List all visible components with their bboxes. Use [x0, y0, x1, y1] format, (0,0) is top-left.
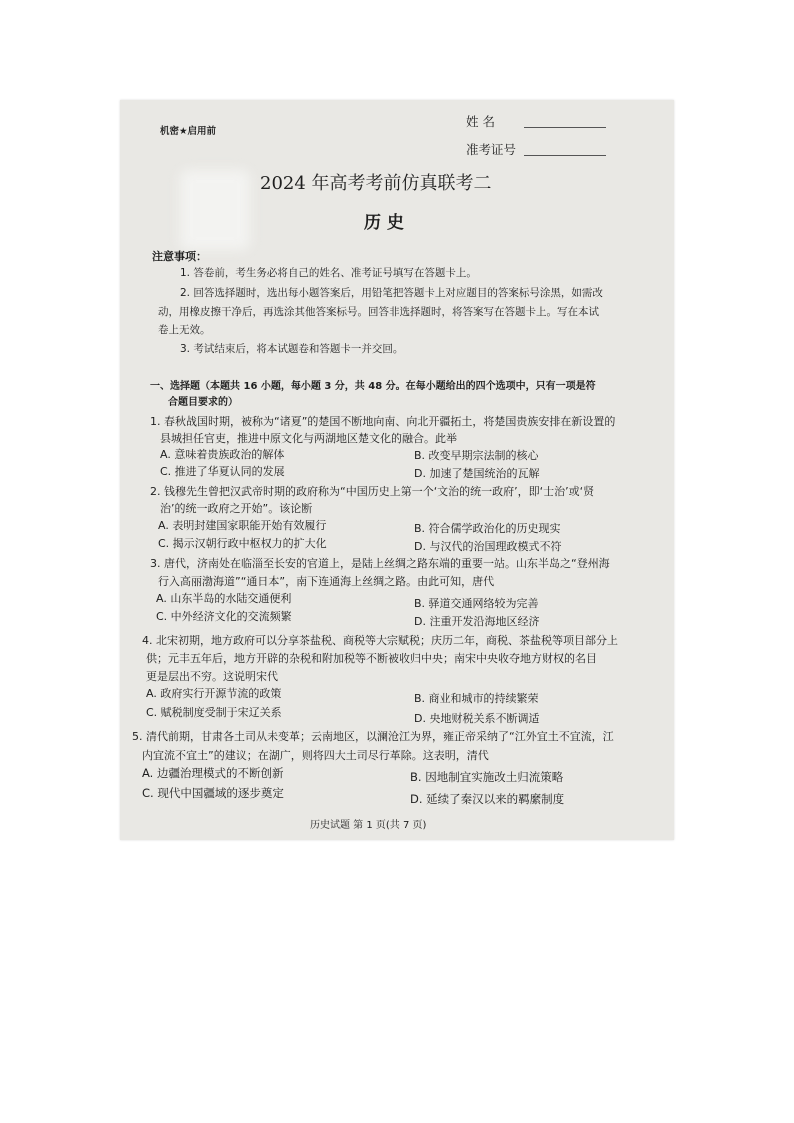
answer-option: D. 加速了楚国统治的瓦解: [414, 467, 540, 480]
question-stem: 3. 唐代，济南处在临淄至长安的官道上，是陆上丝绸之路东端的重要一站。山东半岛之“登州海: [150, 557, 610, 570]
note-item: 2. 回答选择题时，选出每小题答案后，用铅笔把答题卡上对应题目的答案标号涂黑，如需改: [180, 287, 603, 299]
section-heading: 一、选择题（本题共 16 小题，每小题 3 分，共 48 分。在每小题给出的四个选项中，只有一项是符: [150, 381, 596, 392]
question-stem: 4. 北宋初期，地方政府可以分享茶盐税、商税等大宗赋税；庆历二年，商税、茶盐税等项目部分上: [142, 634, 618, 647]
answer-option: C. 现代中国疆域的逐步奠定: [142, 786, 284, 800]
section-heading-cont: 合题目要求的）: [168, 397, 238, 408]
question-stem: 行入高丽渤海道”“通日本”，南下连通海上丝绸之路。由此可知，唐代: [158, 575, 495, 588]
answer-option: D. 与汉代的治国理政模式不符: [414, 540, 562, 553]
exam-id-field-line: [524, 155, 606, 156]
subject-title: 历 史: [364, 213, 404, 233]
answer-option: D. 注重开发沿海地区经济: [414, 615, 540, 628]
name-field-line: [524, 127, 606, 128]
answer-option: B. 因地制宜实施改土归流策略: [410, 770, 564, 784]
answer-option: D. 央地财税关系不断调适: [414, 712, 540, 725]
question-stem: 1. 春秋战国时期，被称为“诸夏”的楚国不断地向南、向北开疆拓土，将楚国贵族安排在新设置的: [150, 415, 616, 428]
question-stem: 治’的统一政府之开始”。该论断: [160, 502, 313, 515]
question-stem: 内宜流不宜土”的建议；在湖广，则将四大土司尽行革除。这表明，清代: [142, 749, 489, 762]
question-stem: 供；元丰五年后，地方开辟的杂税和附加税等不断被收归中央；南宋中央收夺地方财权的名目: [146, 652, 597, 665]
answer-option: B. 商业和城市的持续繁荣: [414, 692, 539, 705]
exam-id-field-label: 准考证号: [466, 142, 517, 157]
question-stem: 县城担任官吏，推进中原文化与两湖地区楚文化的融合。此举: [160, 432, 457, 445]
answer-option: B. 符合儒学政治化的历史现实: [414, 522, 561, 535]
answer-option: C. 赋税制度受制于宋辽关系: [146, 706, 282, 719]
question-stem: 更是层出不穷。这说明宋代: [146, 670, 278, 683]
answer-option: C. 推进了华夏认同的发展: [160, 465, 285, 478]
answer-option: A. 意味着贵族政治的解体: [160, 448, 285, 461]
answer-option: B. 改变早期宗法制的核心: [414, 449, 539, 462]
paper-smudge: [180, 170, 250, 250]
answer-option: C. 揭示汉朝行政中枢权力的扩大化: [158, 537, 327, 550]
name-field-label: 姓 名: [466, 114, 495, 129]
answer-option: B. 驿道交通网络较为完善: [414, 597, 539, 610]
exam-title: 2024 年高考考前仿真联考二: [260, 173, 492, 194]
page-footer: 历史试题 第 1 页(共 7 页): [310, 820, 427, 831]
note-item: 3. 考试结束后，将本试题卷和答题卡一并交回。: [180, 343, 404, 355]
answer-option: A. 表明封建国家职能开始有效履行: [158, 519, 327, 532]
answer-option: D. 延续了秦汉以来的羁縻制度: [410, 792, 565, 806]
answer-option: A. 政府实行开源节流的政策: [146, 687, 282, 700]
note-item: 动，用橡皮擦干净后，再选涂其他答案标号。回答非选择题时，将答案写在答题卡上。写在本试: [158, 306, 599, 318]
question-stem: 2. 钱穆先生曾把汉武帝时期的政府称为“中国历史上第一个‘文治的统一政府’，即‘士治’或‘贤: [150, 485, 595, 498]
notes-heading: 注意事项：: [152, 250, 207, 263]
note-item: 卷上无效。: [158, 324, 211, 336]
answer-option: A. 边疆治理模式的不断创新: [142, 766, 284, 780]
confidential-label: 机密★启用前: [160, 126, 217, 137]
answer-option: A. 山东半岛的水陆交通便利: [156, 592, 292, 605]
exam-paper-sheet: [120, 100, 674, 840]
question-stem: 5. 清代前期，甘肃各土司从未变革；云南地区，以澜沧江为界，雍正帝采纳了“江外宜土不宜流，江: [132, 730, 614, 743]
answer-option: C. 中外经济文化的交流频繁: [156, 610, 292, 623]
note-item: 1. 答卷前，考生务必将自己的姓名、准考证号填写在答题卡上。: [180, 267, 477, 279]
